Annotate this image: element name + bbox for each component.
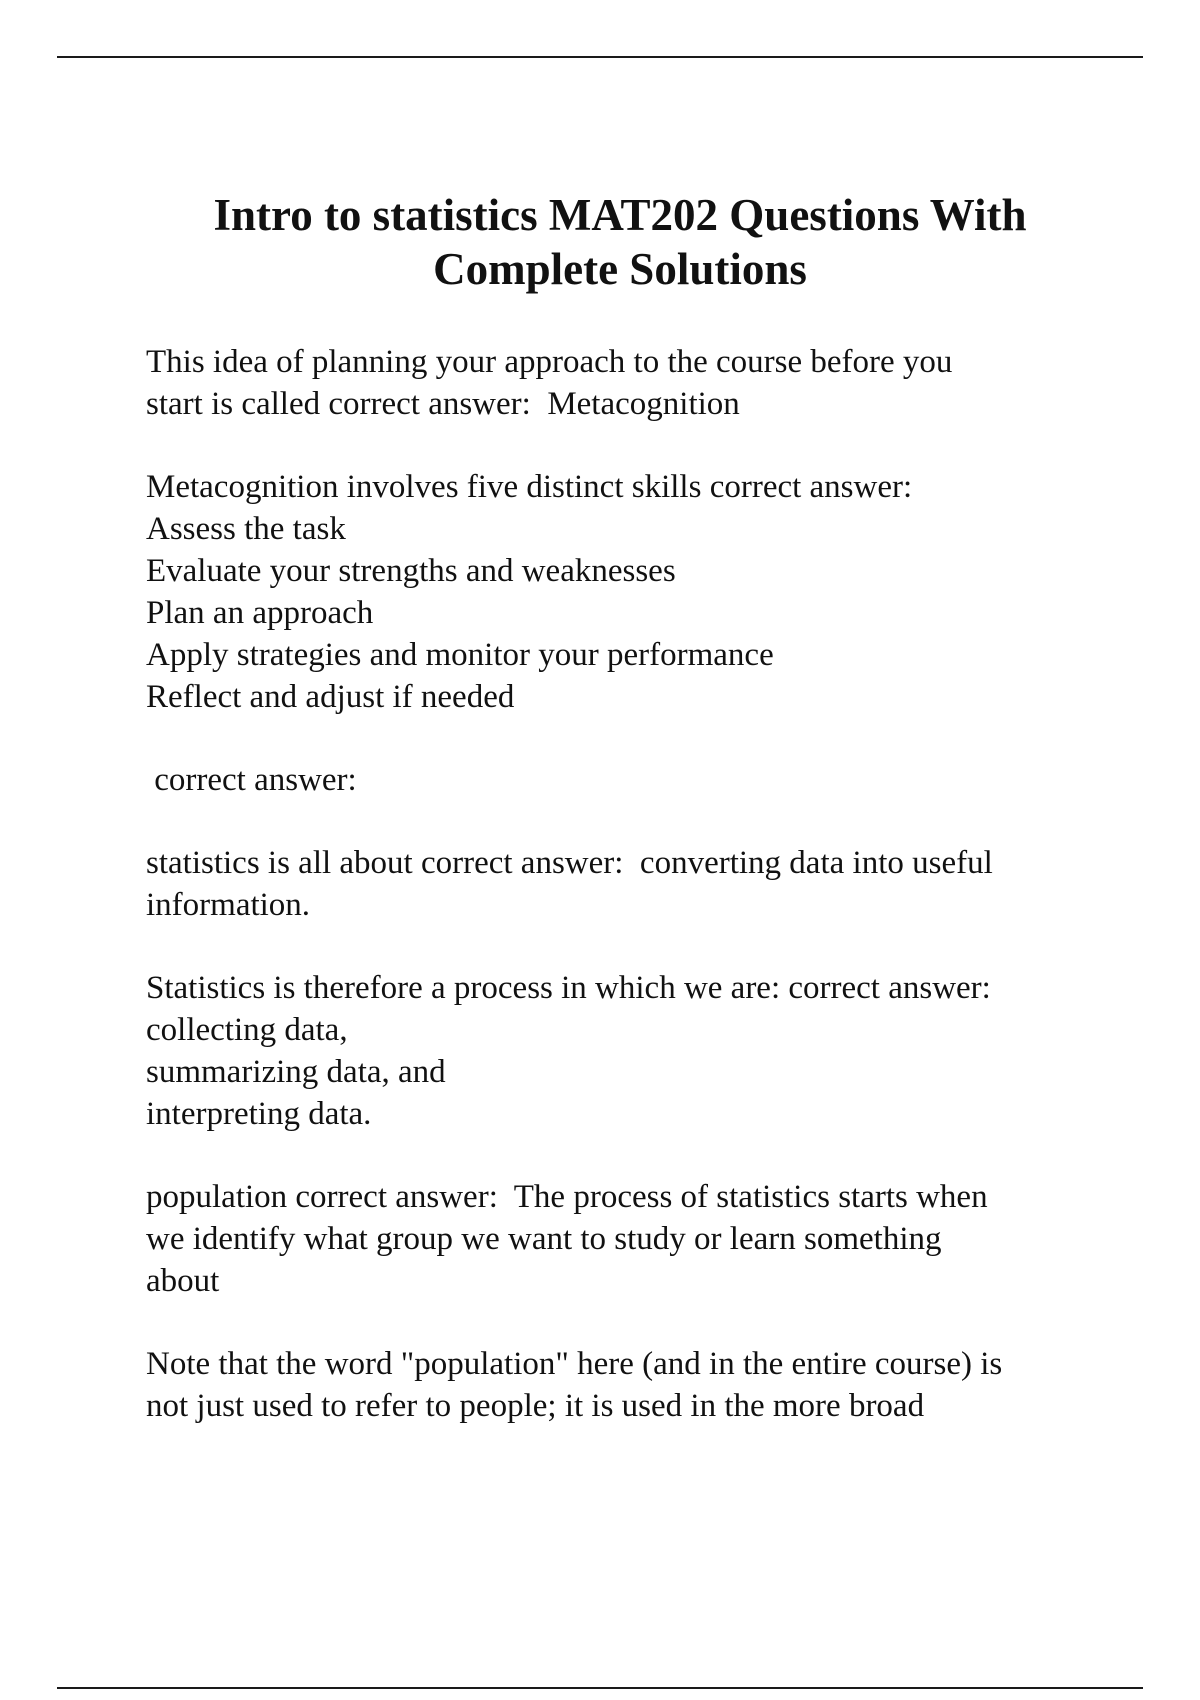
text-line: Metacognition involves five distinct skills correct answer: [146,469,913,505]
text-line: correct answer: [146,762,357,798]
text-line: Plan an approach [146,595,374,631]
document-body [146,341,1106,1468]
paragraph-empty-answer [146,759,1106,801]
text-line: population correct answer: The process of statistics starts when [146,1179,988,1215]
document-title [110,188,1130,296]
title-line-1: Intro to statistics MAT202 Questions With [213,190,1027,240]
paragraph-population [146,1176,1106,1302]
title-line-2: Complete Solutions [433,244,807,294]
text-line: Evaluate your strengths and weaknesses [146,553,676,589]
text-line: statistics is all about correct answer: converting data into useful [146,845,993,881]
paragraph-statistics-process [146,967,1106,1135]
text-line: summarizing data, and [146,1054,446,1090]
text-line: Assess the task [146,511,346,547]
bottom-divider [57,1687,1143,1689]
top-divider [57,56,1143,58]
text-line: This idea of planning your approach to the course before you [146,344,953,380]
text-line: collecting data, [146,1012,348,1048]
paragraph-population-note [146,1343,1106,1427]
paragraph-metacognition-skills [146,466,1106,718]
text-line: we identify what group we want to study or learn something [146,1221,942,1257]
text-line: interpreting data. [146,1096,372,1132]
text-line: Reflect and adjust if needed [146,679,515,715]
text-line: about [146,1263,220,1299]
text-line: information. [146,887,311,923]
paragraph-metacognition-definition [146,341,1106,425]
text-line: Apply strategies and monitor your performance [146,637,774,673]
text-line: start is called correct answer: Metacognition [146,386,740,422]
text-line: not just used to refer to people; it is used in the more broad [146,1388,925,1424]
text-line: Statistics is therefore a process in which we are: correct answer: [146,970,991,1006]
text-line: Note that the word "population" here (and in the entire course) is [146,1346,1003,1382]
paragraph-statistics-about [146,842,1106,926]
